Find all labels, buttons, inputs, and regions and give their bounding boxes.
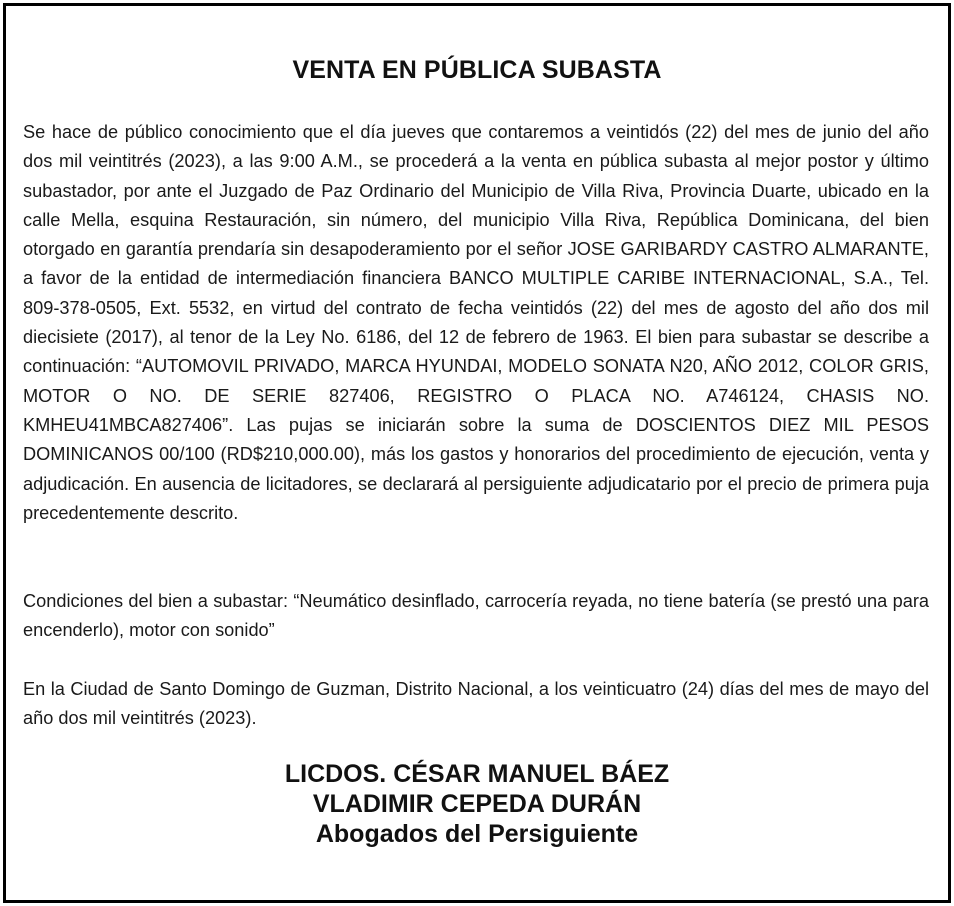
signature-block <box>6 759 948 849</box>
signature-role: Abogados del Persiguiente <box>315 820 639 848</box>
notice-frame <box>3 3 951 903</box>
auction-details-paragraph: Se hace de público conocimiento que el día jueves que contaremos a veintidós (22) del mes de junio del año dos mil veintitrés (2023), a las 9:00 A.M., se procederá a la venta en pública subasta al mejor postor y último subastador, por ante el Juzgado de Paz Ordinario del Municipio de Villa Riva, Provincia Duarte, ubicado en la calle Mella, esquina Restauración, sin número, del municipio Villa Riva, República Dominicana, del bien otorgado en garantía prendaría sin desapoderamiento por el señor JOSE GARIBARDY CASTRO ALMARANTE, a favor de la entidad de intermediación financiera BANCO MULTIPLE CARIBE INTERNACIONAL, S.A., Tel. 809-378-0505, Ext. 5532, en virtud del contrato de fecha veintidós (22) del mes de agosto del año dos mil diecisiete (2017), al tenor de la Ley No. 6186, del 12 de febrero de 1963. El bien para subastar se describe a continuación: “AUTOMOVIL PRIVADO, MARCA HYUNDAI, MODELO SONATA N20, AÑO 2012, COLOR GRIS, MOTOR O NO. DE SERIE 827406, REGISTRO O PLACA NO. A746124, CHASIS NO. KMHEU41MBCA827406”. Las pujas se iniciarán sobre la suma de DOSCIENTOS DIEZ MIL PESOS DOMINICANOS 00/100 (RD$210,000.00), más los gastos y honorarios del procedimiento de ejecución, venta y adjudicación. En ausencia de licitadores, se declarará al persiguiente adjudicatario por el precio de primera puja precedentemente descrito. <box>23 122 929 523</box>
asset-conditions-paragraph: Condiciones del bien a subastar: “Neumático desinflado, carrocería reyada, no tiene batería (se prestó una para encenderlo), motor con sonido” <box>23 591 929 641</box>
place-date-paragraph: En la Ciudad de Santo Domingo de Guzman, Distrito Nacional, a los veinticuatro (24) días del mes de mayo del año dos mil veintitrés (2023). <box>23 679 929 729</box>
signature-line-attorneys-1: LICDOS. CÉSAR MANUEL BÁEZ <box>284 760 670 788</box>
signature-line-attorneys-2: VLADIMIR CEPEDA DURÁN <box>312 790 642 818</box>
notice-title: VENTA EN PÚBLICA SUBASTA <box>292 56 662 84</box>
